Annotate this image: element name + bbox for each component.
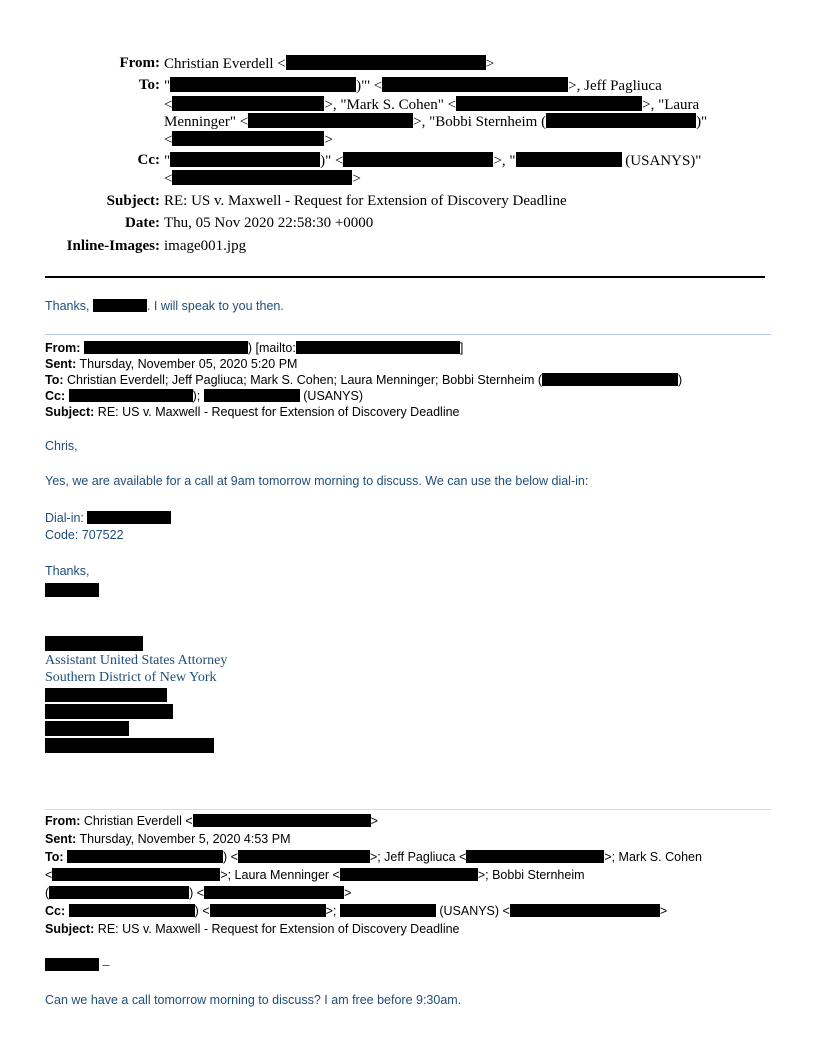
date-label: Date: [125,215,160,231]
redaction [170,77,356,92]
msg3-subject-line: Subject: RE: US v. Maxwell - Request for Extension of Discovery Deadline [45,922,460,936]
redaction [45,636,143,651]
subject-label: Subject: [106,193,160,209]
redaction [45,688,167,702]
redaction [84,341,248,354]
redaction [172,170,352,185]
to-label: To: [138,77,160,93]
redaction [93,299,147,312]
sig-title: Assistant United States Attorney [45,653,228,668]
redaction [382,77,568,92]
from-label: From: [119,55,160,71]
redaction [286,55,486,70]
redaction [45,704,173,719]
redaction [340,868,478,881]
redaction [238,850,370,863]
redaction [52,868,220,881]
redaction [466,850,604,863]
msg2-greeting: Chris, [45,439,78,453]
redaction [210,904,326,917]
cc-label: Cc: [137,152,160,168]
msg2-code: Code: 707522 [45,528,124,542]
redaction [67,850,223,863]
to-line-4: < > [164,132,333,148]
msg3-to-line-2: < >; Laura Menninger < >; Bobbi Sternheim [45,868,585,882]
sig-office: Southern District of New York [45,670,217,685]
redaction [69,904,195,917]
to-line-3: Menninger" < >, "Bobbi Sternheim ( )" [164,114,708,130]
msg3-from-line: From: Christian Everdell < > [45,814,378,828]
redaction [172,131,324,146]
redaction [248,113,413,128]
msg2-from-line: From: ) [mailto: ] [45,341,464,355]
to-line-1: " )"' < >, Jeff Pagliuca [164,78,662,94]
redaction [170,152,320,167]
redaction [193,814,371,827]
redaction [45,721,129,736]
redaction [45,958,99,971]
msg2-sent-line: Sent: Thursday, November 05, 2020 5:20 PM [45,357,298,371]
redaction [172,96,324,111]
message-divider [45,334,771,335]
redaction [516,152,622,167]
redaction [87,511,171,524]
redaction [49,886,189,899]
to-line-2: < >, "Mark S. Cohen" < >, "Laura [164,97,700,113]
msg2-thanks: Thanks, [45,564,90,578]
redaction [546,113,696,128]
from-value: Christian Everdell < > [164,56,495,72]
msg2-to-line: To: Christian Everdell; Jeff Pagliuca; Mark S. Cohen; Laura Menninger; Bobbi Sternheim ( ) [45,373,683,387]
date-value: Thu, 05 Nov 2020 22:58:30 +0000 [164,215,374,231]
inline-images-label: Inline-Images: [66,238,160,254]
from-name: Christian Everdell < [164,56,286,72]
redaction [204,886,344,899]
redaction [69,389,193,402]
redaction [343,152,493,167]
subject-value: RE: US v. Maxwell - Request for Extension of Discovery Deadline [164,193,567,209]
redaction [542,373,678,386]
redaction [456,96,642,111]
redaction [204,389,300,402]
inline-images-value: image001.jpg [164,238,247,254]
msg3-to-line-1: To: ) < >; Jeff Pagliuca < >; Mark S. Cohen [45,850,702,864]
msg2-subject-line: Subject: RE: US v. Maxwell - Request for Extension of Discovery Deadline [45,405,460,419]
msg2-body-text: Yes, we are available for a call at 9am tomorrow morning to discuss. We can use the below dial-in: [45,474,589,488]
redaction [45,738,214,753]
reply-line: Thanks, . I will speak to you then. [45,299,284,313]
msg3-sent-line: Sent: Thursday, November 5, 2020 4:53 PM [45,832,291,846]
cc-line-2: < > [164,171,361,187]
msg3-to-line-3: ( ) < > [45,886,352,900]
header-divider [45,276,765,278]
msg3-body-text: Can we have a call tomorrow morning to discuss? I am free before 9:30am. [45,993,462,1007]
message-divider [45,809,771,810]
msg2-cc-line: Cc: ); (USANYS) [45,389,363,403]
msg3-greeting: – [45,958,109,972]
redaction [510,904,660,917]
redaction [296,341,460,354]
redaction [45,583,99,597]
redaction [340,904,436,917]
cc-line-1: " )" < >, " (USANYS)" [164,153,702,169]
msg3-cc-line: Cc: ) < >; (USANYS) < > [45,904,668,918]
msg2-dialin: Dial-in: [45,511,171,525]
